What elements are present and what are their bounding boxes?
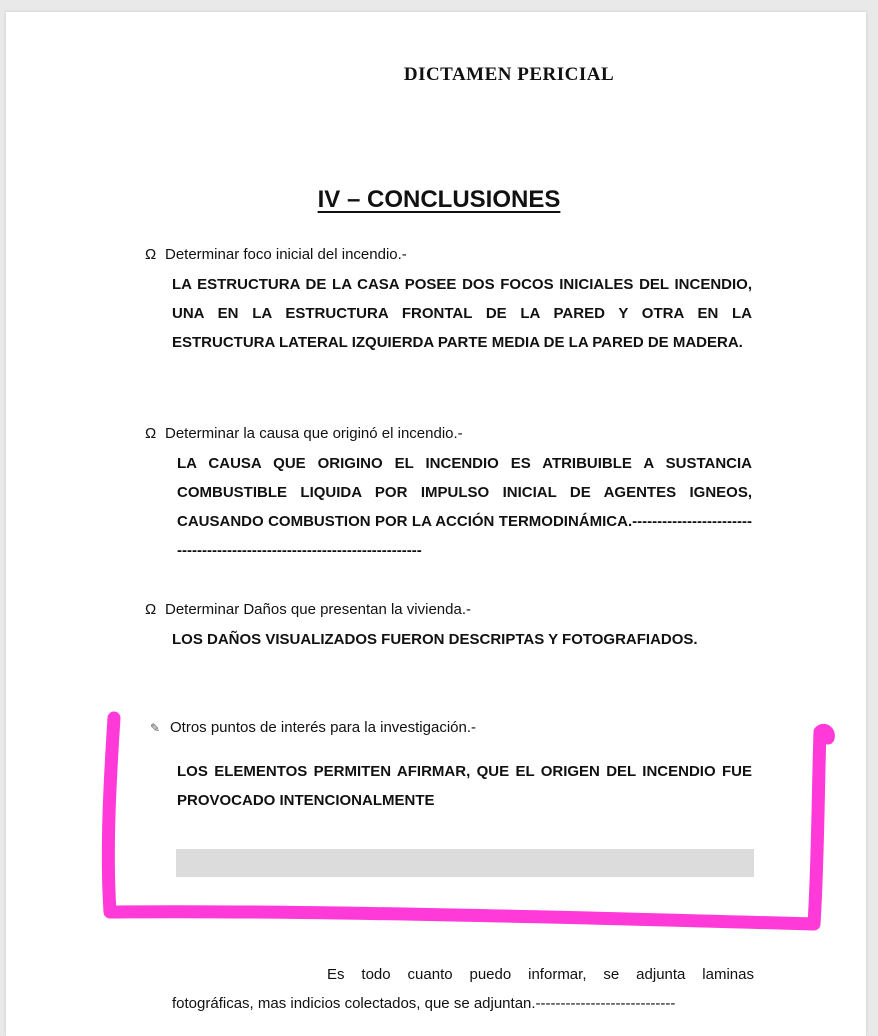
- item-heading-danos: [145, 601, 471, 618]
- closing-line-2: fotográficas, mas indicios colectados, que se adjuntan.----------------------------: [172, 995, 676, 1012]
- item-heading-causa: [145, 425, 463, 442]
- document-header: DICTAMEN PERICIAL: [403, 64, 615, 85]
- item-body-danos: LOS DAÑOS VISUALIZADOS FUERON DESCRIPTAS Y FOTOGRAFIADOS.: [172, 631, 698, 648]
- omega-bullet-icon: Ω: [145, 601, 157, 618]
- item-heading-text: Determinar Daños que presentan la vivienda.-: [165, 601, 471, 618]
- closing-paragraph: [172, 960, 754, 1018]
- item-heading-text: Determinar foco inicial del incendio.-: [165, 246, 407, 263]
- item-body-causa: LA CAUSA QUE ORIGINO EL INCENDIO ES ATRIBUIBLE A SUSTANCIA COMBUSTIBLE LIQUIDA POR IMPULSO INICIAL DE AGENTES IGNEOS, CAUSANDO COMBUSTION POR LA ACCIÓN TERMODINÁMICA.-------------------------------------------------------------------------: [177, 455, 752, 559]
- closing-line-1: Es todo cuanto puedo informar, se adjunta laminas: [327, 966, 754, 983]
- item-heading-text: Otros puntos de interés para la investigación.-: [170, 719, 476, 736]
- item-heading-foco: [145, 246, 407, 263]
- item-heading-otros: [150, 719, 476, 736]
- item-body-otros: LOS ELEMENTOS PERMITEN AFIRMAR, QUE EL ORIGEN DEL INCENDIO FUE PROVOCADO INTENCIONALMENTE: [177, 763, 752, 809]
- omega-bullet-icon: Ω: [145, 246, 157, 263]
- section-title: IV – CONCLUSIONES: [317, 186, 561, 213]
- item-heading-text: Determinar la causa que originó el incendio.-: [165, 425, 463, 442]
- omega-bullet-icon: Ω: [145, 425, 157, 442]
- item-body-foco: LA ESTRUCTURA DE LA CASA POSEE DOS FOCOS INICIALES DEL INCENDIO, UNA EN LA ESTRUCTURA FRONTAL DE LA PARED Y OTRA EN LA ESTRUCTURA LATERAL IZQUIERDA PARTE MEDIA DE LA PARED DE MADERA.: [172, 276, 752, 351]
- pencil-bullet-icon: ✎: [150, 720, 161, 735]
- redaction-bar: [176, 849, 754, 877]
